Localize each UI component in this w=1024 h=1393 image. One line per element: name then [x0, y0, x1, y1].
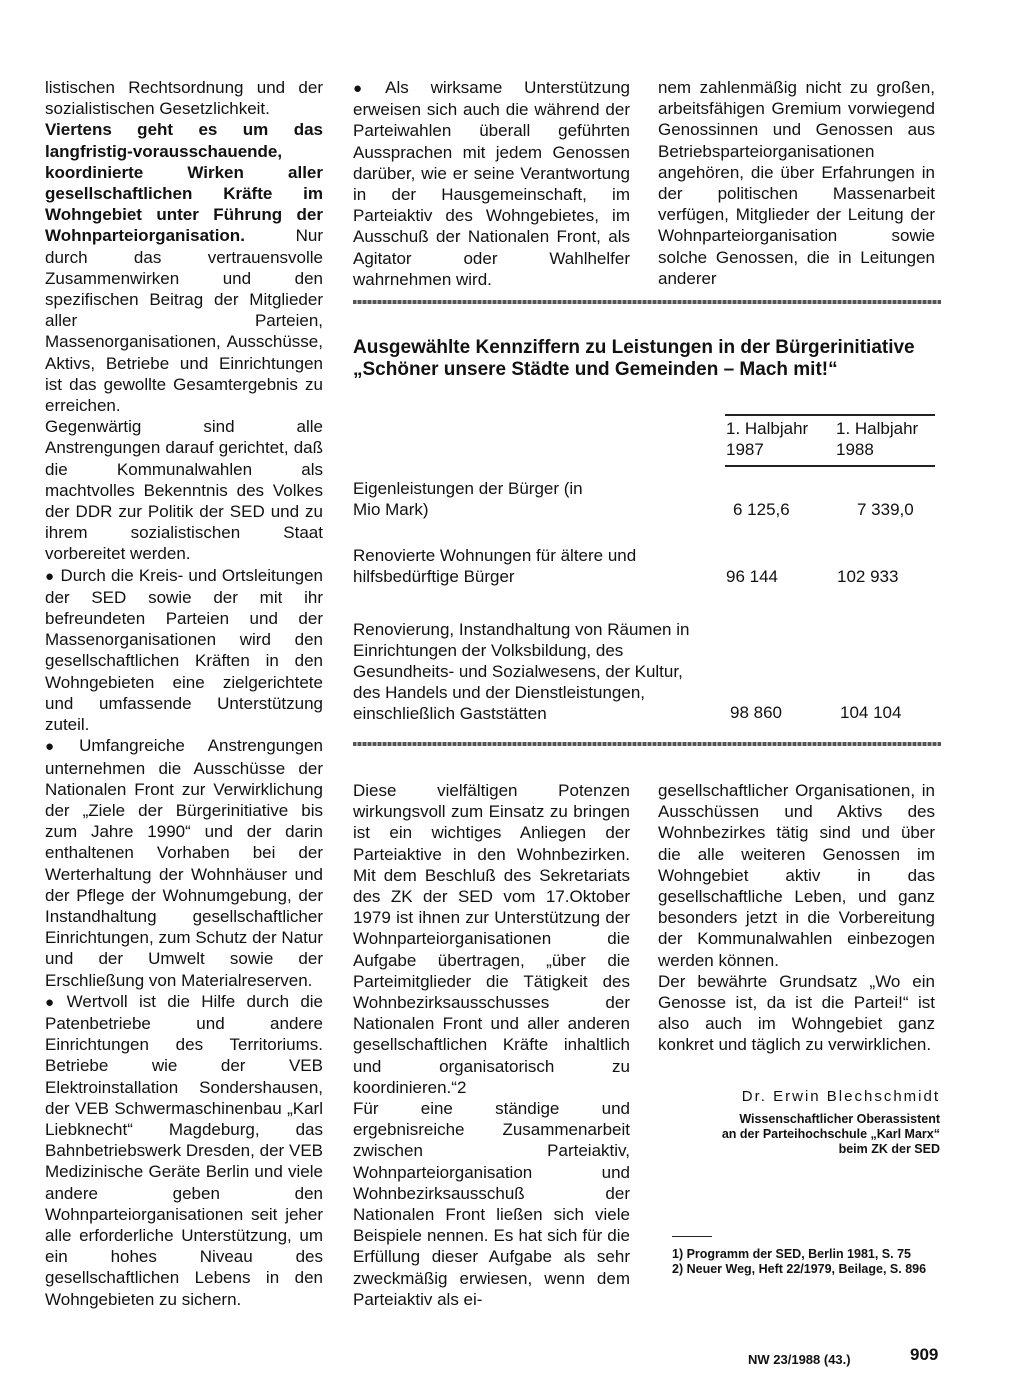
paragraph-text: Gegenwärtig sind alle Anstrengungen darauf gerichtet, daß die Kommunalwahlen als machtvolles Bekenntnis des Volkes der DDR zur Politik der SED und zu ihrem sozialistischen Staat vorbereitet werden.	[45, 417, 323, 564]
bold-lead: Viertens geht es um das langfristig-vorausschauende, koordinierte Wirken aller gesellschaftlichen Kräfte im Wohngebiet unter Führung der Wohnparteiorganisation.	[45, 120, 323, 246]
table-cell-1987: 98 860	[730, 703, 782, 722]
paragraph-text: nem zahlenmäßig nicht zu großen, arbeitsfähigen Gremium vorwiegend Genossinnen und Genossen aus Betriebsparteiorganisationen angehören, die über Erfahrungen in der politischen Massenarbeit verfügen, Mitglieder der Leitung der Wohnparteiorganisation sowie solche Genossen, die in Leitungen anderer	[658, 78, 935, 288]
footnote: 1) Programm der SED, Berlin 1981, S. 75	[672, 1247, 911, 1261]
affiliation-line: beim ZK der SED	[838, 1142, 940, 1156]
paragraph-text: gesellschaftlicher Organisationen, in Ausschüssen und Aktivs des Wohnbezirkes tätig sind und über die alle weiteren Genossen im Wohngebiet aktiv in das gesellschaftliche Leben, und ganz besonders jetzt in die Vorbereitung der Kommunalwahlen einbezogen werden können.	[658, 781, 935, 970]
table-row-label: Eigenleistungen der Bürger (in Mio Mark)	[353, 479, 583, 519]
table	[353, 0, 943, 760]
paragraph	[45, 77, 323, 119]
page-number: 909	[910, 1345, 939, 1364]
table-cell-1988: 102 933	[837, 567, 899, 586]
paragraph	[658, 971, 935, 1056]
paragraph	[45, 735, 323, 990]
paragraph-text: Der bewährte Grundsatz „Wo ein Genosse ist, da ist die Partei!“ ist also auch im Wohngebiet ganz konkret und täglich zu verwirklichen.	[658, 971, 935, 1055]
paragraph	[45, 416, 323, 564]
table-col-header-1988: 1. Halbjahr 1988	[836, 419, 919, 459]
column-left	[45, 77, 323, 1310]
table-cell-1988: 104 104	[840, 703, 902, 722]
paragraph-text: Für eine ständige und ergebnisreiche Zusammenarbeit zwischen Parteiaktiv, Wohnparteiorganisation und Wohnbezirksausschuß der Nationalen Front ließen sich viele Beispiele nennen. Es hat sich für die Erfüllung dieser Aufgabe als sehr zweckmäßig erwiesen, wenn dem Parteiaktiv als ei-	[353, 1099, 630, 1309]
footnote: 2) Neuer Weg, Heft 22/1979, Beilage, S. 896	[672, 1262, 927, 1276]
table-cell-1987: 96 144	[726, 567, 778, 586]
table-col-header-1987: 1. Halbjahr 1987	[726, 419, 809, 459]
paragraph-text: Nur durch das vertrauensvolle Zusammenwirken und den spezifischen Beitrag der Mitglieder aller Parteien, Massenorganisationen, Ausschüsse, Aktivs, Betriebe und Einrichtungen ist das gewollte Gesamtergebnis zu erreichen.	[45, 226, 323, 416]
affiliation-line: Wissenschaftlicher Oberassistent	[739, 1112, 940, 1126]
table-title: Ausgewählte Kennziffern zu Leistungen in der Bürgerinitiative „Schöner unsere Städte und Gemeinden – Mach mit!“	[353, 337, 915, 380]
author-affiliation	[680, 1112, 940, 1157]
paragraph-text: listischen Rechtsordnung und der sozialistischen Gesetzlichkeit.	[45, 78, 323, 119]
paragraph	[45, 119, 323, 416]
footnote-separator	[672, 1236, 712, 1237]
paragraph	[658, 780, 935, 971]
paragraph	[353, 1098, 630, 1310]
paragraph-text: Wertvoll ist die Hilfe durch die Patenbetriebe und andere Einrichtungen des Territoriums. Betriebe wie der VEB Elektroinstallation Sondershausen, der VEB Schwermaschinenbau „Karl Liebknecht“ Magdeburg, das Bahnbetriebswerk Dresden, der VEB Medizinische Geräte Berlin und viele andere geben den Wohnparteiorganisationen seit jeher alle erforderliche Unterstützung, um ein hohes Niveau des gesellschaftlichen Lebens in den Wohngebieten zu sichern.	[45, 991, 324, 1309]
footnotes	[672, 1247, 940, 1277]
column-middle-bottom	[353, 780, 630, 1310]
paragraph	[353, 780, 630, 1098]
table-row-label: Renovierung, Instandhaltung von Räumen in Einrichtungen der Volksbildung, des Gesundheits- und Sozialwesens, der Kultur, des Handels und der Dienstleistungen, einschließlich Gaststätten	[353, 620, 690, 723]
paragraph-text: Als wirksame Unterstützung erweisen sich auch die während der Parteiwahlen überall geführten Aussprachen mit jedem Genossen darüber, wie er seine Verantwortung in der Hausgemeinschaft, im Parteiaktiv des Wohngebietes, im Ausschuß der Nationalen Front, als Agitator oder Wahlhelfer wahrnehmen wird.	[353, 78, 631, 289]
affiliation-line: an der Parteihochschule „Karl Marx“	[721, 1127, 940, 1141]
paragraph-text: Durch die Kreis- und Ortsleitungen der SED sowie der mit ihr befreundeten Parteien und der Massenorganisationen wird den gesellschaftlichen Kräften in den Wohngebieten eine zielgerichtete und umfassende Unterstützung zuteil.	[45, 565, 324, 735]
table-cell-1987: 6 125,6	[733, 500, 790, 519]
column-right-bottom	[658, 780, 935, 1056]
paragraph-text: Diese vielfältigen Potenzen wirkungsvoll zum Einsatz zu bringen ist ein wichtiges Anliegen der Parteiaktive in den Wohnbezirken. Mit dem Beschluß des Sekretariats des ZK der SED vom 17.Oktober 1979 ist ihnen zur Unterstützung der Wohnparteiorganisationen die Aufgabe übertragen, „über die Parteimitglieder die Tätigkeit des Wohnbezirksausschusses der Nationalen Front und aller anderen gesellschaftlichen Kräfte inhaltlich und organisatorisch zu koordinieren.“2	[353, 781, 630, 1097]
table-bottom-rule	[353, 742, 941, 746]
table-header-bottom-line	[725, 465, 935, 467]
author-name: Dr. Erwin Blechschmidt	[741, 1088, 940, 1105]
paragraph-text: Umfangreiche Anstrengungen unternehmen die Ausschüsse der Nationalen Front zur Verwirklichung der „Ziele der Bürgerinitiative bis zum Jahre 1990“ und der darin enthaltenen Vorhaben bei der Werterhaltung der Wohnhäuser und der Pflege der Wohnumgebung, der Instandhaltung gesellschaftlicher Einrichtungen, zum Schutz der Natur und der Umwelt sowie der Erschließung von Materialreserven.	[45, 736, 323, 990]
table-cell-1988: 7 339,0	[857, 500, 914, 519]
paragraph	[45, 991, 323, 1310]
issue-reference: NW 23/1988 (43.)	[748, 1352, 851, 1367]
table-row-label: Renovierte Wohnungen für ältere und hilfsbedürftige Bürger	[353, 546, 637, 586]
paragraph	[45, 565, 323, 736]
